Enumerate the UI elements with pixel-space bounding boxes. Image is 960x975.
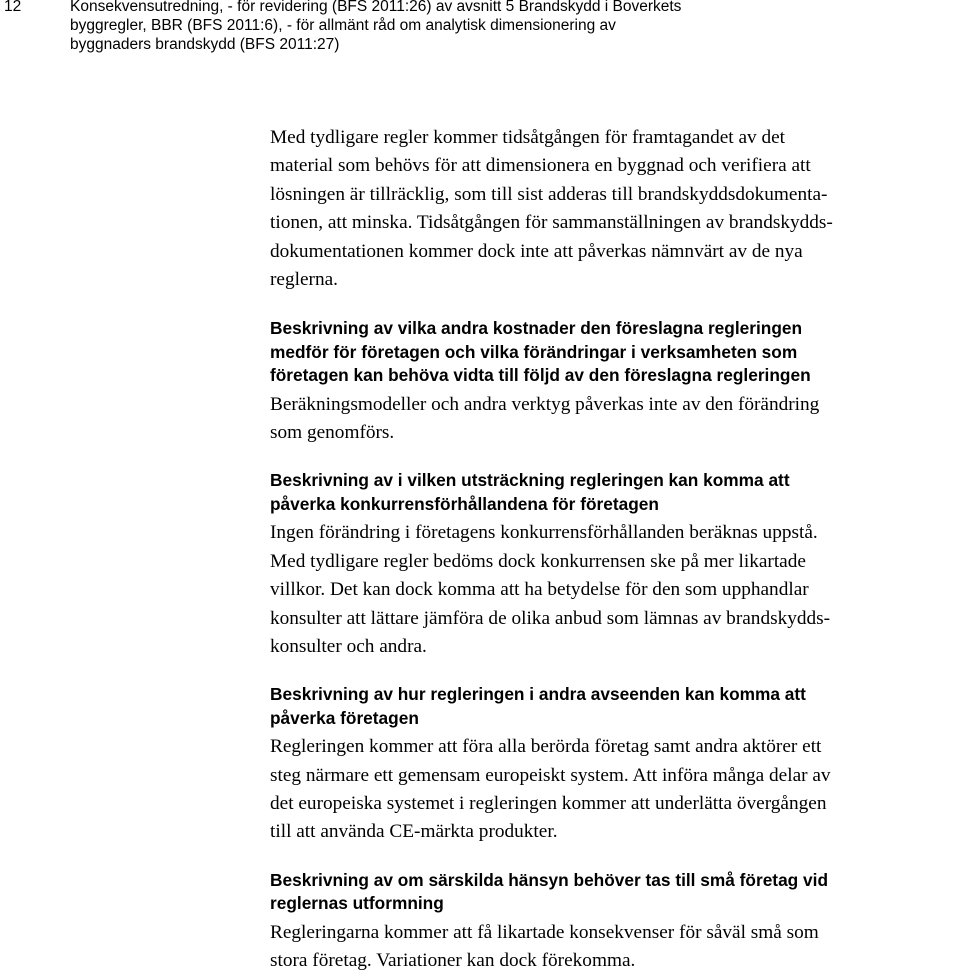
section-body-small-companies (270, 919, 960, 975)
intro-line: material som behövs för att dimensionera en byggnad och verifiera att (270, 155, 811, 177)
heading-line: Beskrivning av i vilken utsträckning regleringen kan komma att (270, 470, 790, 491)
body-line: Med tydligare regler bedöms dock konkurrensen ske på mer likartade (270, 550, 806, 572)
intro-line: reglerna. (270, 269, 338, 291)
heading-line: medför för företagen och vilka förändringar i verksamheten som (270, 341, 798, 362)
intro-line: lösningen är tillräcklig, som till sist adderas till brandskyddsdokumenta- (270, 183, 828, 205)
heading-line: reglernas utformning (270, 893, 444, 914)
heading-line: påverka företagen (270, 707, 419, 728)
body-line: det europeiska systemet i regleringen kommer att underlätta övergången (270, 792, 827, 814)
page-number: 12 (4, 0, 22, 15)
body-line: stora företag. Variationer kan dock förekomma. (270, 949, 636, 971)
heading-line: påverka konkurrensförhållandena för företagen (270, 493, 659, 514)
section-heading-small-companies (270, 869, 960, 916)
section-heading-competition (270, 469, 960, 516)
running-header-line: Konsekvensutredning, - för revidering (BFS 2011:26) av avsnitt 5 Brandskydd i Boverkets (70, 0, 682, 15)
heading-line: företagen kan behöva vidta till följd av den föreslagna regleringen (270, 365, 811, 386)
heading-line: Beskrivning av vilka andra kostnader den föreslagna regleringen (270, 318, 803, 339)
body-line: konsulter att lättare jämföra de olika anbud som lämnas av brandskydds- (270, 607, 831, 629)
running-header (70, 0, 950, 54)
intro-line: dokumentationen kommer dock inte att påverkas nämnvärt av de nya (270, 240, 803, 262)
heading-line: Beskrivning av hur regleringen i andra avseenden kan komma att (270, 684, 806, 705)
body-line: villkor. Det kan dock komma att ha betydelse för den som upphandlar (270, 579, 809, 601)
body-line: steg närmare ett gemensam europeiskt system. Att införa många delar av (270, 764, 831, 786)
intro-line: tionen, att minska. Tidsåtgången för sammanställningen av brandskydds- (270, 212, 833, 234)
body-line: till att använda CE-märkta produkter. (270, 821, 558, 843)
section-heading-other-effects (270, 683, 960, 730)
section-body-other-costs (270, 391, 960, 448)
body-line: som genomförs. (270, 422, 395, 444)
body-line: Regleringen kommer att föra alla berörda företag samt andra aktörer ett (270, 736, 822, 758)
page-header (0, 0, 960, 60)
intro-paragraph (270, 124, 960, 294)
document-body (270, 124, 960, 975)
heading-line: Beskrivning av om särskilda hänsyn behöver tas till små företag vid (270, 869, 829, 890)
body-line: Regleringarna kommer att få likartade konsekvenser för såväl små som (270, 921, 819, 943)
section-body-other-effects (270, 733, 960, 847)
running-header-line: byggregler, BBR (BFS 2011:6), - för allmänt råd om analytisk dimensionering av (70, 17, 616, 34)
body-line: Beräkningsmodeller och andra verktyg påverkas inte av den förändring (270, 393, 820, 415)
intro-line: Med tydligare regler kommer tidsåtgången för framtagandet av det (270, 127, 786, 148)
body-line: konsulter och andra. (270, 635, 427, 657)
section-body-competition (270, 519, 960, 661)
body-line: Ingen förändring i företagens konkurrensförhållanden beräknas uppstå. (270, 522, 818, 544)
section-heading-other-costs (270, 317, 960, 387)
running-header-line: byggnaders brandskydd (BFS 2011:27) (70, 36, 340, 53)
